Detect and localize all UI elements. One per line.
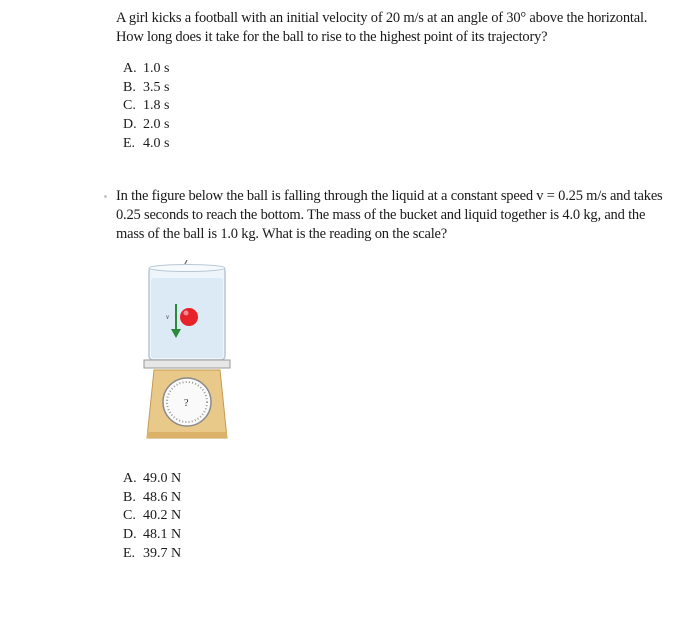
- question-1-line-2: How long does it take for the ball to rise to the highest point of its trajectory?: [116, 29, 548, 45]
- question-2-line-3: mass of the ball is 1.0 kg. What is the reading on the scale?: [116, 226, 448, 242]
- scale-reading: ?: [184, 398, 189, 409]
- scale-platform: [144, 360, 230, 368]
- velocity-label: v: [166, 313, 170, 321]
- question-1-text: [116, 9, 676, 47]
- question-2-choices: [123, 470, 181, 564]
- choice-a[interactable]: A. 49.0 N: [123, 471, 182, 486]
- choice-d[interactable]: D. 48.1 N: [123, 527, 182, 543]
- choice-b[interactable]: B. 48.6 N: [123, 489, 182, 505]
- ball: [180, 308, 198, 326]
- figure-svg: [140, 256, 236, 442]
- question-1-line-1: A girl kicks a football with an initial velocity of 20 m/s at an angle of 30° above the horizontal.: [116, 10, 648, 26]
- choice-c[interactable]: C. 1.8 s: [123, 98, 170, 114]
- choice-a[interactable]: A. 1.0 s: [123, 61, 170, 76]
- choice-e[interactable]: E. 4.0 s: [123, 135, 170, 151]
- choice-b[interactable]: B. 3.5 s: [123, 79, 170, 95]
- choice-c[interactable]: C. 40.2 N: [123, 508, 182, 524]
- scale-foot: [147, 432, 227, 438]
- question-2-text: [116, 187, 676, 244]
- ball-highlight: [184, 311, 189, 316]
- question-1-choices: [123, 60, 169, 154]
- question-2-line-2: 0.25 seconds to reach the bottom. The mass of the bucket and liquid together is 4.0 kg, and the: [116, 207, 646, 223]
- bucket-scale-figure: [140, 256, 236, 442]
- bullet-dot: [104, 195, 107, 198]
- choice-e[interactable]: E. 39.7 N: [123, 545, 182, 561]
- beaker-rim: [149, 265, 225, 272]
- question-2-line-1: In the figure below the ball is falling through the liquid at a constant speed v = 0.25 m/s and takes: [116, 188, 663, 204]
- choice-d[interactable]: D. 2.0 s: [123, 117, 170, 133]
